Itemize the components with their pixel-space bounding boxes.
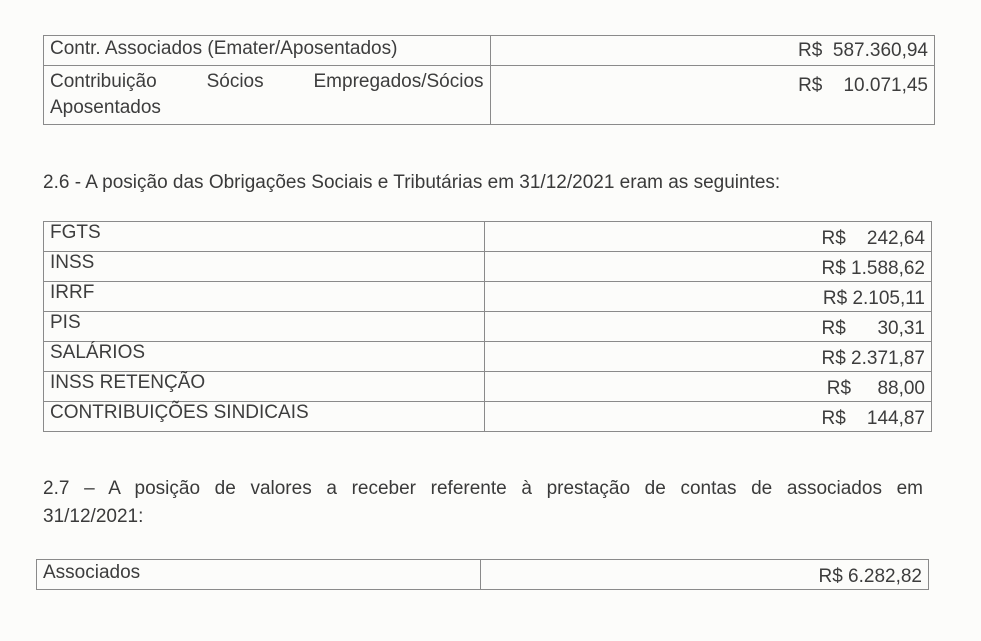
row-amount: R$ 242,64: [484, 222, 931, 252]
receivables-table: [36, 559, 929, 590]
row-amount: R$ 2.371,87: [484, 342, 931, 372]
row-label-line1: Contribuição Sócios Empregados/Sócios: [50, 71, 484, 92]
row-amount: R$ 88,00: [484, 372, 931, 402]
row-label: INSS: [44, 252, 485, 282]
table-row: [44, 282, 932, 312]
row-amount: R$ 144,87: [484, 402, 931, 432]
row-amount: R$ 587.360,94: [490, 36, 934, 66]
row-label: Associados: [37, 560, 481, 590]
section-2-6-text: 2.6 - A posição das Obrigações Sociais e Tributárias em 31/12/2021 eram as seguintes:: [43, 172, 781, 193]
row-label-line2: Aposentados: [50, 97, 161, 118]
table-row: [44, 66, 935, 125]
table-row: [44, 222, 932, 252]
row-label: PIS: [44, 312, 485, 342]
section-2-7-line1: 2.7 – A posição de valores a receber referente à prestação de contas de associados em: [43, 478, 923, 499]
table-row: [44, 252, 932, 282]
row-label: CONTRIBUIÇÕES SINDICAIS: [44, 402, 485, 432]
table-row: [44, 312, 932, 342]
table-row: [44, 372, 932, 402]
section-2-7-line2: 31/12/2021:: [43, 506, 144, 527]
row-label: Contr. Associados (Emater/Aposentados): [44, 36, 491, 66]
row-label: IRRF: [44, 282, 485, 312]
table-row: [44, 402, 932, 432]
section-2-7-text: [43, 476, 923, 530]
row-amount: R$ 30,31: [484, 312, 931, 342]
obligations-table: [43, 221, 932, 432]
table-row: [44, 342, 932, 372]
row-label: [44, 66, 491, 125]
row-label: FGTS: [44, 222, 485, 252]
row-label: SALÁRIOS: [44, 342, 485, 372]
row-label: INSS RETENÇÃO: [44, 372, 485, 402]
table-row: [44, 36, 935, 66]
row-amount: R$ 1.588,62: [484, 252, 931, 282]
table-row: [37, 560, 929, 590]
row-amount: R$ 6.282,82: [481, 560, 929, 590]
row-amount: R$ 2.105,11: [484, 282, 931, 312]
row-amount: R$ 10.071,45: [490, 66, 934, 125]
contributions-table: [43, 35, 935, 125]
